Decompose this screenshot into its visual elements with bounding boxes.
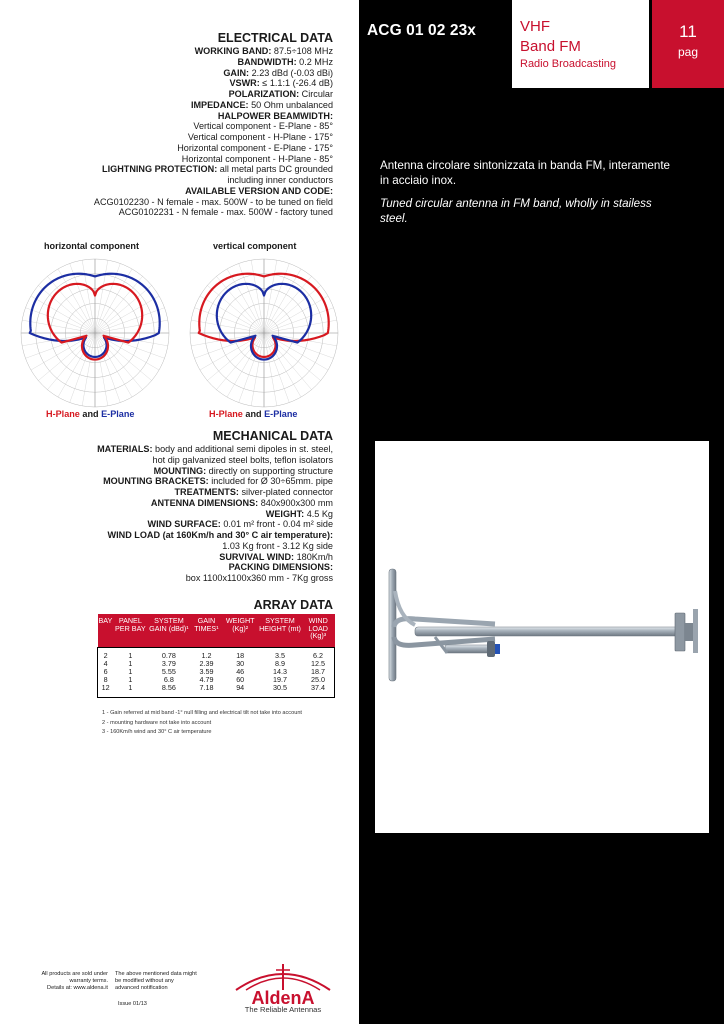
dimensions-row: ANTENNA DIMENSIONS: 840x900x300 mm [150,497,333,508]
versions-label: AVAILABLE VERSION AND CODE: [185,185,333,196]
array-data-table [97,614,335,698]
footnote-2: 2 - mounting hardware not take into account [102,719,212,726]
version-1: ACG0102230 - N female - max. 500W - to be tuned on field [93,196,333,207]
col-wind-load: WIND LOAD (Kg)³ [302,614,335,647]
table-cell: 8.56 [161,683,176,693]
product-photo [375,441,709,833]
vertical-plot-legend: H-Plane and E-Plane [209,409,298,419]
logo-wordmark: AldenA [251,988,315,1008]
table-cell: 0.78 [161,650,176,660]
page-number: 11 [679,22,697,41]
table-row [98,660,335,668]
col-gain-times: GAIN TIMES¹ [191,614,223,647]
table-cell: 8.9 [274,658,285,668]
mechanical-heading: MECHANICAL DATA [212,429,333,443]
table-cell: 12.5 [310,658,325,668]
table-cell: 60 [236,675,245,685]
vswr-row: VSWR: ≤ 1.1:1 (-26.4 dB) [229,78,333,89]
array-heading: ARRAY DATA [253,598,333,612]
table-cell: 2 [103,650,108,660]
col-panel-per-bay: PANEL PER BAY [113,614,147,647]
working-band-row: WORKING BAND: 87.5÷108 MHz [194,46,333,56]
table-cell: 8 [103,675,108,685]
table-cell: 6 [103,666,108,676]
col-bay: BAY [98,614,114,647]
band-line-2: Band FM [520,38,581,55]
modification-note: The above mentioned data might be modified without any advanced notification [115,971,197,992]
vertical-component-title: vertical component [213,241,297,251]
table-row [98,684,335,697]
beam-h-e: Horizontal component - E-Plane - 175° [177,142,333,153]
horizontal-plot-legend: H-Plane and E-Plane [46,409,135,419]
table-cell: 30 [236,658,245,668]
logo-tagline: The Reliable Antennas [244,1005,322,1014]
footnote-1: 1 - Gain referred at mid band -1° null filling and electrical tilt not take into account [102,710,302,716]
vertical-polar-plot [183,252,345,414]
electrical-heading: ELECTRICAL DATA [217,31,333,45]
table-cell: 6.2 [312,650,323,660]
table-cell: 14.3 [272,666,287,676]
footnote-3: 3 - 160Km/h wind and 30° C air temperature [102,729,212,736]
table-cell: 7.18 [199,683,214,693]
issue-label: Issue 01/13 [118,1001,147,1007]
wind-load-label: WIND LOAD (at 160Km/h and 30° C air temperature): [107,530,333,540]
packing-value: box 1100x1100x360 mm - 7Kg gross [185,573,333,583]
table-cell: 1.2 [201,650,212,660]
table-cell: 18 [236,650,245,660]
model-code: ACG 01 02 23x [367,22,477,39]
table-cell: 4.79 [199,675,214,685]
wind-load-value: 1.03 Kg front - 3.12 Kg side [222,540,333,551]
table-cell: 12 [101,683,110,693]
version-2: ACG0102231 - N female - max. 500W - factory tuned [118,207,333,218]
col-system-height: SYSTEM HEIGHT (mt) [258,614,302,647]
beam-h-h: Horizontal component - H-Plane - 85° [181,153,333,164]
materials-row: MATERIALS: body and additional semi dipoles in st. steel, [97,444,333,454]
table-cell: 6.8 [163,675,174,685]
gain-row: GAIN: 2.23 dBd (-0.03 dBi) [223,67,333,78]
table-cell: 46 [236,666,245,676]
table-cell: 3.79 [161,658,176,668]
wind-surface-row: WIND SURFACE: 0.01 m² front - 0.04 m² side [147,519,333,530]
treatments-row: TREATMENTS: silver-plated connector [174,487,333,497]
warranty-note: All products are sold under warranty terms. Details at: www.aldena.it [41,971,108,992]
materials-row-2: hot dip galvanized steel bolts, teflon isolators [152,454,333,465]
table-cell: 94 [236,683,245,693]
table-cell: 37.4 [310,683,325,693]
table-cell: 5.55 [161,666,176,676]
lightning-row-2: including inner conductors [227,175,333,185]
band-title-box [512,0,649,88]
halfpower-label: HALPOWER BEAMWIDTH: [217,110,333,121]
page-label: pag [677,45,699,59]
table-cell: 1 [128,675,133,685]
electrical-data [13,30,333,218]
description-english: Tuned circular antenna in FM band, wholly in stailess steel. [380,197,652,225]
beam-v-h: Vertical component - H-Plane - 175° [187,132,333,142]
table-cell: 1 [128,666,133,676]
band-line-1: VHF [520,18,550,35]
weight-row: WEIGHT: 4.5 Kg [265,508,333,519]
band-line-3: Radio Broadcasting [520,58,617,70]
horizontal-polar-plot [14,252,176,414]
table-cell: 4 [103,658,108,668]
table-cell: 18.7 [310,666,325,676]
packing-label: PACKING DIMENSIONS: [228,562,333,573]
array-header-row [98,614,335,647]
col-weight: WEIGHT (Kg)² [222,614,258,647]
antenna-illustration [375,441,709,833]
table-cell: 19.7 [272,675,287,685]
mechanical-data [13,428,333,584]
table-cell: 1 [128,650,133,660]
description-italian: Antenna circolare sintonizzata in banda FM, interamente in acciaio inox. [380,159,671,187]
col-system-gain: SYSTEM GAIN (dBd)¹ [147,614,190,647]
array-footnotes [102,709,302,738]
table-row [98,676,335,684]
survival-row: SURVIVAL WIND: 180Km/h [219,551,333,562]
table-row [98,668,335,676]
bandwidth-row: BANDWIDTH: 0.2 MHz [237,56,333,67]
array-body [98,647,335,697]
table-row [98,647,335,660]
polarization-row: POLARIZATION: Circular [228,89,333,99]
table-cell: 3.5 [274,650,285,660]
lightning-row: LIGHTNING PROTECTION: all metal parts DC grounded [102,164,333,175]
table-cell: 1 [128,683,133,693]
horizontal-component-title: horizontal component [44,241,139,251]
impedance-row: IMPEDANCE: 50 Ohm unbalanced [190,99,333,110]
table-cell: 2.39 [199,658,214,668]
table-cell: 30.5 [272,683,287,693]
brackets-row: MOUNTING BRACKETS: included for Ø 30÷65mm. pipe [103,476,333,487]
beam-v-e: Vertical component - E-Plane - 85° [193,121,333,132]
page-number-box [652,0,724,88]
table-cell: 25.0 [310,675,325,685]
table-cell: 3.59 [199,666,214,676]
mounting-row: MOUNTING: directly on supporting structure [153,465,333,476]
table-cell: 1 [128,658,133,668]
